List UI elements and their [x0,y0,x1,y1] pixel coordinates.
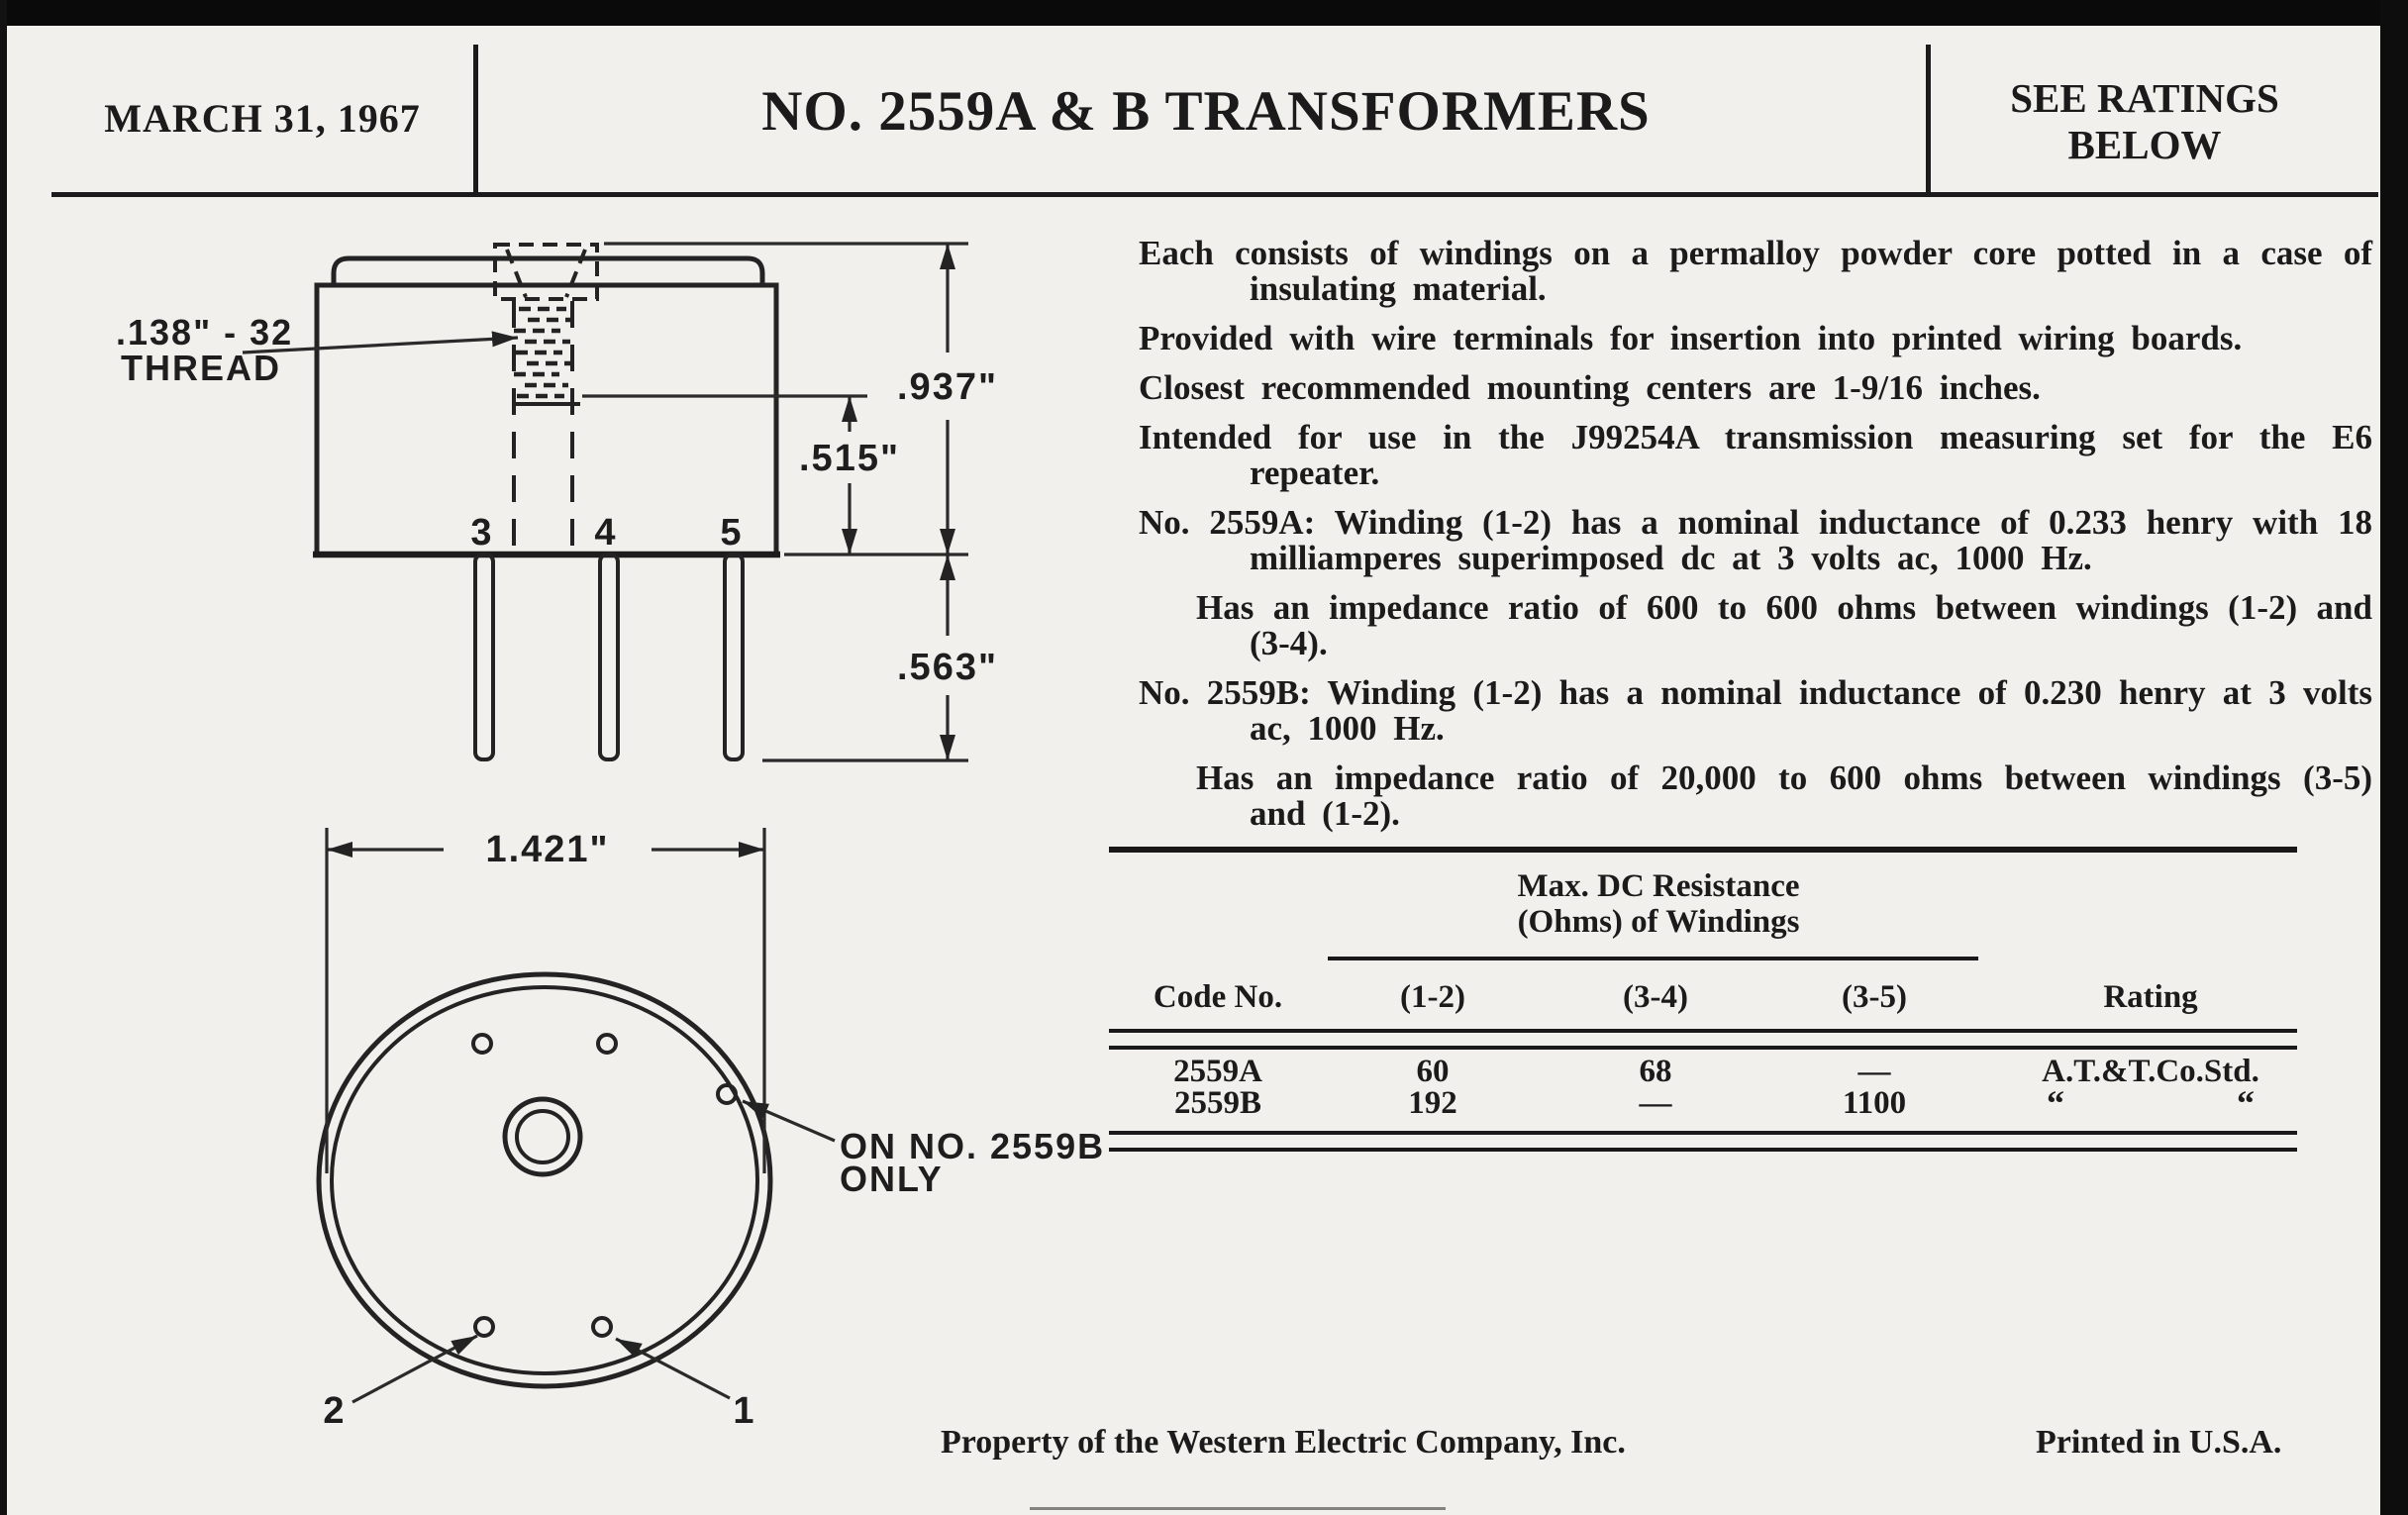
printed-note: Printed in U.S.A. [2036,1424,2282,1461]
pin-5-label: 5 [720,512,744,554]
table-rule-bottom [1109,1131,2297,1152]
ratings-note-line2: BELOW [2067,122,2222,167]
table-col-header-34: (3-4) [1623,979,1688,1015]
table-rule-group [1328,957,1978,960]
resistance-table [1109,847,2297,1146]
ditto-mark: “ [2237,1083,2255,1123]
case-inner-circle [332,987,757,1373]
hidden-hole-lines [514,301,572,551]
issue-date: MARCH 31, 1967 [104,96,421,141]
dim-diameter-label: 1.421" [485,829,610,870]
note-2559b-line1: ON NO. 2559B [840,1126,1106,1166]
side-view-drawing [116,244,998,760]
thread-callout-line1: .138" - 32 [116,312,294,353]
property-note: Property of the Western Electric Company, Inc. [941,1424,1626,1461]
table-rule-top [1109,847,2297,853]
table-cell-r35: — [1857,1054,1891,1089]
description-paragraph: Each consists of windings on a permalloy powder core potted in a case of insulating material. [1139,234,2372,308]
thread-callout-line2: THREAD [121,348,281,388]
terminal-1-label: 1 [733,1390,756,1432]
table-cell-r12: 192 [1408,1085,1457,1121]
description-subparagraph: Has an impedance ratio of 600 to 600 ohms between windings (1-2) and (3-4). [1196,588,2372,662]
bottom-view-drawing [319,828,1105,1432]
case-lid-outline [334,258,762,285]
table-rule-header-sep [1109,1029,2297,1050]
table-group-header-line2: (Ohms) of Windings [1517,904,1800,940]
description-paragraph: Provided with wire terminals for insertion into printed wiring boards. [1139,319,2243,357]
table-col-header-12: (1-2) [1400,979,1465,1015]
table-group-header-line1: Max. DC Resistance [1517,868,1800,904]
case-body-outline [317,285,776,555]
table-group-header [1361,868,1956,940]
terminal-pin-3 [475,555,493,759]
table-cell-rating: A.T.&T.Co.Std. [2042,1054,2259,1089]
note-2559b-line2: ONLY [840,1159,944,1199]
dim-pin-length-label: .563" [897,647,998,688]
table-cell-r12: 60 [1416,1054,1450,1089]
description-text [1139,236,2372,846]
page-title: NO. 2559A & B TRANSFORMERS [761,80,1651,143]
case-outer-circle [319,974,770,1386]
description-paragraph: Closest recommended mounting centers are 1-9/16 inches. [1139,368,2041,407]
description-paragraph: No. 2559A: Winding (1-2) has a nominal inductance of 0.233 henry with 18 milliamperes superimposed dc at 3 volts ac, 1000 Hz. [1139,503,2372,577]
terminal-pin-4 [600,555,618,759]
side-view-dimensions [243,244,968,760]
table-cell-r34: 68 [1639,1054,1672,1089]
pin-3-label: 3 [470,512,494,554]
table-col-header-code: Code No. [1153,979,1283,1015]
table-cell-rating-ditto [2047,1082,2255,1124]
terminal-holes [473,1035,736,1336]
description-paragraph: No. 2559B: Winding (1-2) has a nominal inductance of 0.230 henry at 3 volts ac, 1000 Hz. [1139,673,2372,748]
description-paragraph: Intended for use in the J99254A transmission measuring set for the E6 repeater. [1139,418,2372,492]
table-cell-code: 2559B [1173,1085,1261,1121]
table-col-header-35: (3-5) [1842,979,1907,1015]
table-cell-code: 2559A [1173,1054,1262,1089]
table-cell-r34: — [1639,1085,1672,1121]
thread-insert-outline [495,245,597,299]
thread-hatching [514,309,572,396]
dim-overall-height-label: .937" [897,366,998,408]
pin-4-label: 4 [594,512,618,554]
description-subparagraph: Has an impedance ratio of 20,000 to 600 ohms between windings (3-5) and (1-2). [1196,758,2372,833]
terminal-pin-5 [725,555,743,759]
center-boss-inner [517,1111,568,1162]
dim-case-depth-label: .515" [799,438,900,479]
ratings-note-line1: SEE RATINGS [2010,75,2279,121]
ditto-mark: “ [2047,1083,2064,1123]
table-col-header-rating: Rating [2103,979,2198,1015]
terminal-2-label: 2 [323,1390,347,1432]
table-cell-r35: 1100 [1842,1085,1907,1121]
